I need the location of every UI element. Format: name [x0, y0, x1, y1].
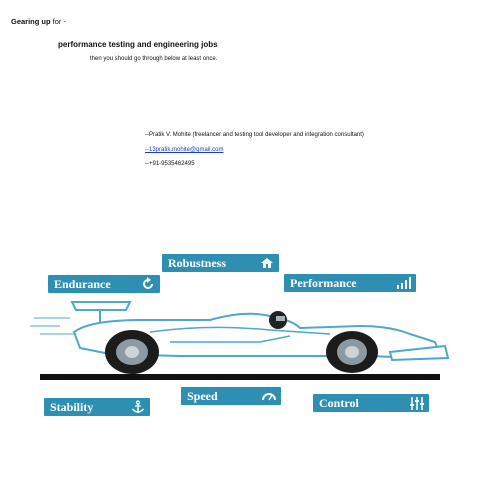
- heading-bold: Gearing up: [11, 17, 51, 26]
- speed-label: [181, 387, 281, 405]
- refresh-icon: [140, 277, 156, 291]
- intro-text: then you should go through below at least once.: [90, 56, 218, 62]
- front-wheel: [326, 331, 378, 373]
- robustness-text: Robustness: [168, 255, 227, 270]
- email-link[interactable]: --13pratik.mohite@gmail.com: [145, 147, 224, 153]
- heading-rest: for -: [50, 17, 67, 26]
- road-line: [40, 374, 440, 380]
- anchor-icon: [130, 400, 146, 414]
- motion-lines: [30, 318, 74, 334]
- rear-wheel: [105, 330, 159, 374]
- sliders-icon: [409, 396, 425, 410]
- control-text: Control: [319, 395, 359, 410]
- performance-text: Performance: [290, 275, 357, 290]
- signal-bars-icon: [396, 276, 412, 290]
- speed-text: Speed: [187, 388, 218, 403]
- house-icon: [259, 256, 275, 270]
- heading-line: [11, 17, 66, 26]
- phone-line: --+91-9535462495: [145, 161, 195, 167]
- helmet: [269, 311, 287, 329]
- control-label: [313, 394, 429, 412]
- stability-text: Stability: [50, 399, 94, 414]
- robustness-label: [162, 254, 279, 272]
- speedometer-icon: [261, 389, 277, 403]
- author-line: --Pratik V. Mohite (freelancer and testing tool developer and integration consultant): [145, 132, 364, 138]
- endurance-text: Endurance: [54, 276, 111, 291]
- email-line[interactable]: [145, 147, 223, 153]
- stability-label: [44, 398, 150, 416]
- subheading: performance testing and engineering jobs: [58, 40, 218, 49]
- endurance-label: [48, 275, 160, 293]
- performance-label: [284, 274, 416, 292]
